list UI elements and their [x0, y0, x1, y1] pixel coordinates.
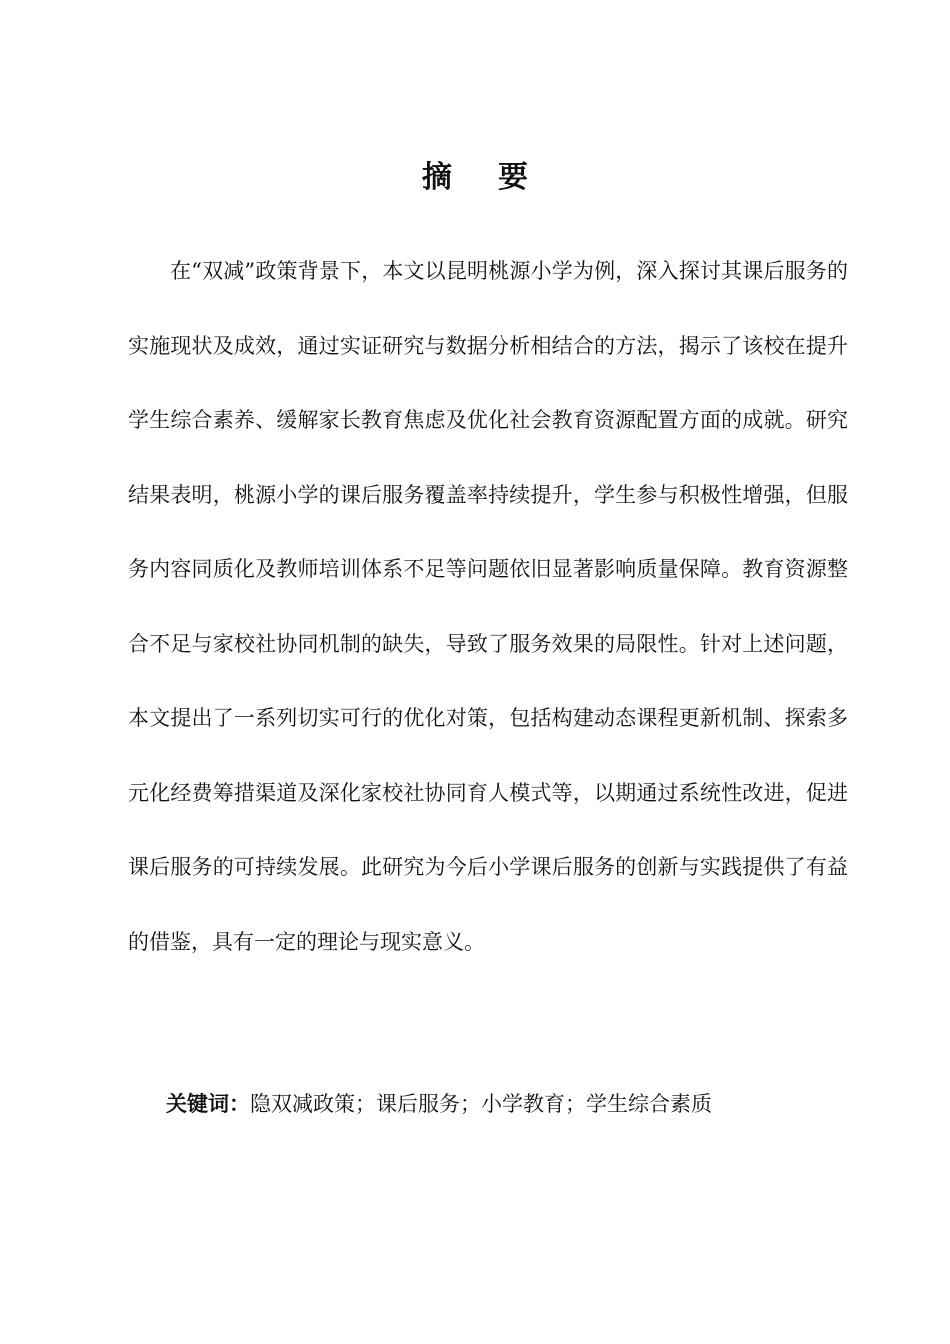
- title-char-2: 要: [498, 160, 528, 195]
- keywords-label: 关键词：: [166, 1092, 250, 1116]
- abstract-body: 在“双减”政策背景下，本文以昆明桃源小学为例，深入探讨其课后服务的实施现状及成效，通过实证研究与数据分析相结合的方法，揭示了该校在提升学生综合素养、缓解家长教育焦虑及优化社会教育资源配置方面的成就。研究结果表明，桃源小学的课后服务覆盖率持续提升，学生参与积极性增强，但服务内容同质化及教师培训体系不足等问题依旧显著影响质量保障。教育资源整合不足与家校社协同机制的缺失，导致了服务效果的局限性。针对上述问题，本文提出了一系列切实可行的优化对策，包括构建动态课程更新机制、探索多元化经费筹措渠道及深化家校社协同育人模式等，以期通过系统性改进，促进课后服务的可持续发展。此研究为今后小学课后服务的创新与实践提供了有益的借鉴，具有一定的理论与现实意义。: [128, 259, 848, 954]
- abstract-title: [0, 156, 950, 200]
- keywords-list: 隐双减政策；课后服务；小学教育；学生综合素质: [250, 1092, 712, 1116]
- keywords-line: [128, 1086, 848, 1122]
- title-char-1: 摘: [422, 160, 452, 195]
